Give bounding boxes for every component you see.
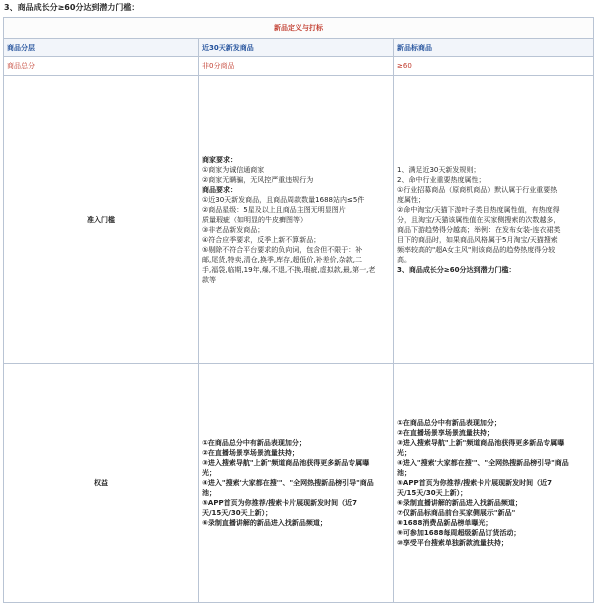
cell-line: 商家要求： <box>202 155 237 164</box>
cell-line: ⑩享受平台搜索单独新款流量扶持； <box>397 539 508 547</box>
cell-line: ④符合应季要求，反季上新不算新品； <box>202 235 321 244</box>
cell-line: 池； <box>202 489 216 497</box>
rights-new-cell <box>199 364 394 603</box>
cell-line: 目下的商品时，如果商品风格属于5月淘宝/天猫搜索 <box>397 235 558 244</box>
table-caption: 新品定义与打标 <box>4 18 594 39</box>
cell-line: 池； <box>397 469 411 477</box>
score-row <box>4 57 594 76</box>
cell-line: 商品下游趋势得分越高；举例：在发布女装-连衣裙类 <box>397 225 561 234</box>
cell-line: 频率较高的"超A女主风"则该商品的趋势热度得分较 <box>397 245 556 254</box>
rights-new-list <box>202 438 390 528</box>
cell-line: ④进入"搜索'大家都在搜'"、"全网热搜新品榜引导"商品 <box>397 459 569 467</box>
cell-line: ③进入搜索导航"上新"频道商品池获得更多新品专属曝 <box>202 459 370 467</box>
cell-line: ⑥录制直播讲解的新品进入找新品频道； <box>397 499 522 507</box>
header-cell: 商品分层 <box>4 39 199 57</box>
cell-line: 高。 <box>397 255 411 264</box>
header-cell: 近30天新发商品 <box>199 39 394 57</box>
cell-line: 度属性； <box>397 195 425 204</box>
entry-tag-rules-list <box>397 165 590 275</box>
score-cell: 商品总分 <box>4 57 199 76</box>
cell-line: 天/15天/30天上新）； <box>397 489 468 497</box>
rights-label: 权益 <box>4 364 199 603</box>
cell-line: ④进入"搜索'大家都在搜'"、"全网热搜新品榜引导"商品 <box>202 479 374 487</box>
cell-line: 1、满足近30天新发规则； <box>397 165 481 174</box>
cell-line: 3、商品成长分≥60分达到潜力门槛： <box>397 265 516 274</box>
table-header-row <box>4 39 594 57</box>
cell-line: ②在直播场景享场景流量扶持； <box>202 449 299 457</box>
entry-requirements-list <box>202 155 390 285</box>
rights-row <box>4 364 594 603</box>
cell-line: ⑦仅新品标商品前台买家侧展示"新品" <box>397 509 516 517</box>
table-caption-row <box>4 18 594 39</box>
entry-requirements-cell <box>199 76 394 364</box>
cell-line: 光； <box>202 469 216 477</box>
cell-line: 商品要求： <box>202 185 237 194</box>
cell-line: 款等 <box>202 275 216 284</box>
cell-line: ⑨可参加1688每周超级新品订货活动； <box>397 529 521 537</box>
cell-line: ⑤APP首页为你推荐/搜索卡片展现新发时间（近7 <box>202 499 358 507</box>
cell-line: 天/15天/30天上新）； <box>202 509 273 517</box>
score-cell: ≥60 <box>394 57 594 76</box>
cell-line: 光； <box>397 449 411 457</box>
cell-line: ①行业招募商品（原商机商品）默认属于行业重要热 <box>397 185 558 194</box>
cell-line: ③进入搜索导航"上新"频道商品池获得更多新品专属曝 <box>397 439 565 447</box>
rights-tagged-cell <box>394 364 594 603</box>
cell-line: ②在直播场景享场景流量扶持； <box>397 429 494 437</box>
cell-line: 2、命中行业重要热度属性； <box>397 175 486 184</box>
entry-threshold-label: 准入门槛 <box>4 76 199 364</box>
header-cell: 新品标商品 <box>394 39 594 57</box>
rights-tagged-list <box>397 418 590 548</box>
cell-line: 分，且淘宝/天猫该属性值在买家侧搜索的次数越多， <box>397 215 561 224</box>
cell-line: ③非老品新发商品； <box>202 225 265 234</box>
cell-line: ①在商品总分中有新品表现加分； <box>202 439 306 447</box>
cell-line: ①商家为诚信通商家 <box>202 165 265 174</box>
entry-threshold-row <box>4 76 594 364</box>
cell-line: 手,福袋,临期,19年,爆,不退,不换,瑕疵,虚拟款,最,第一,老 <box>202 265 376 274</box>
cell-line: 质量瑕疵（如明显的牛皮癣图等） <box>202 215 307 224</box>
section-heading: 3、商品成长分≥60分达到潜力门槛： <box>4 3 140 12</box>
cell-line: ②商家无瞒骗，无风控严重违规行为 <box>202 175 314 184</box>
cell-line: ⑥录制直播讲解的新品进入找新品频道； <box>202 519 327 527</box>
new-product-table <box>3 17 594 603</box>
cell-line: ②命中淘宝/天猫下游叶子类目热度属性值，有热度得 <box>397 205 560 214</box>
score-cell: 非0分商品 <box>199 57 394 76</box>
cell-line: ⑤APP首页为你推荐/搜索卡片展现新发时间（近7 <box>397 479 553 487</box>
cell-line: ⑤剔除不符合平台要求的负向词，包含但不限于：补 <box>202 245 363 254</box>
cell-line: 邮,尾货,特卖,清仓,换季,库存,超低价,补差价,杂款,二 <box>202 255 363 264</box>
cell-line: ①近30天新发商品，且商品周款数量1688站内≤5件 <box>202 195 365 204</box>
entry-tag-rules-cell <box>394 76 594 364</box>
cell-line: ⑧1688消费品新品榜单曝光； <box>397 519 493 527</box>
cell-line: ②商品星级：5星及以上且商品主图无明显图片 <box>202 205 346 214</box>
cell-line: ①在商品总分中有新品表现加分； <box>397 419 501 427</box>
